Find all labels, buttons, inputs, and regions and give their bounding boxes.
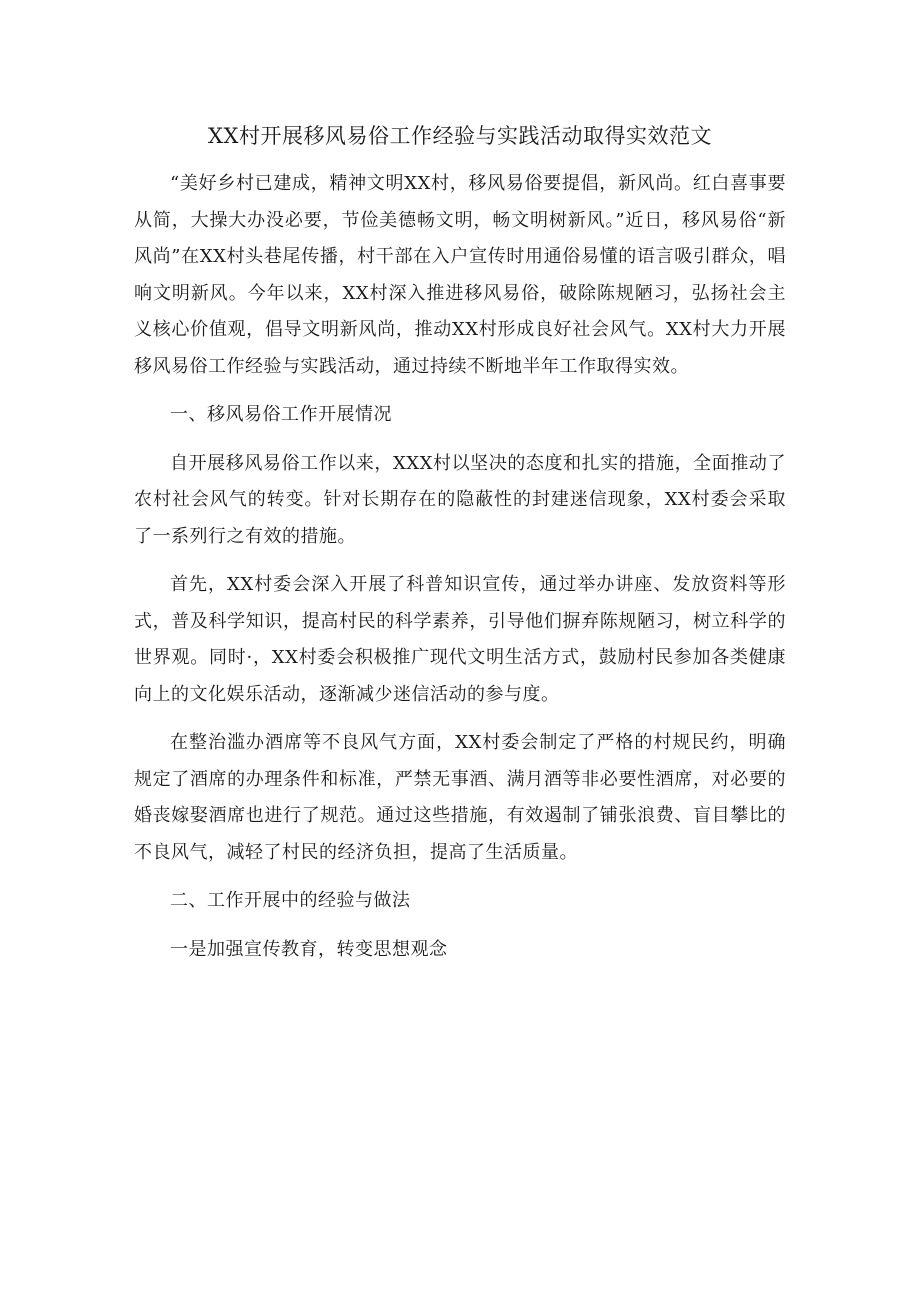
body-paragraph: 自开展移风易俗工作以来，XXX村以坚决的态度和扎实的措施，全面推动了农村社会风气的转变。针对长期存在的隐蔽性的封建迷信现象，XX村委会采取了一系列行之有效的措施。 <box>134 452 786 547</box>
subsection-heading: 一是加强宣传教育，转变思想观念 <box>170 938 448 960</box>
section-heading-1: 一、移风易俗工作开展情况 <box>170 404 392 425</box>
intro-paragraph: “美好乡村已建成，精神文明XX村，移风易俗要提倡，新风尚。红白喜事要从简，大操大办没必要，节俭美德畅文明，畅文明树新风。”近日，移风易俗“新风尚”在XX村头巷尾传播，村干部在入户宣传时用通俗易懂的语言吸引群众，唱响文明新风。今年以来，XX村深入推进移风易俗，破除陈规陋习，弘扬社会主义核心价值观，倡导文明新风尚，推动XX村形成良好社会风气。XX村大力开展移风易俗工作经验与实践活动，通过持续不断地半年工作取得实效。 <box>134 173 786 377</box>
body-paragraph: 在整治滥办酒席等不良风气方面，XX村委会制定了严格的村规民约，明确规定了酒席的办理条件和标准，严禁无事酒、满月酒等非必要性酒席，对必要的婚丧嫁娶酒席也进行了规范。通过这些措施，有效遏制了铺张浪费、盲目攀比的不良风气，减轻了村民的经济负担，提高了生活质量。 <box>134 732 786 863</box>
document-title: XX村开展移风易俗工作经验与实践活动取得实效范文 <box>208 124 712 148</box>
section-heading-2: 二、工作开展中的经验与做法 <box>170 890 411 911</box>
body-paragraph: 首先，XX村委会深入开展了科普知识宣传，通过举办讲座、发放资料等形式，普及科学知识，提高村民的科学素养，引导他们摒弃陈规陋习，树立科学的世界观。同时·，XX村委会积极推广现代文明生活方式，鼓励村民参加各类健康向上的文化娱乐活动，逐渐减少迷信活动的参与度。 <box>134 574 786 705</box>
